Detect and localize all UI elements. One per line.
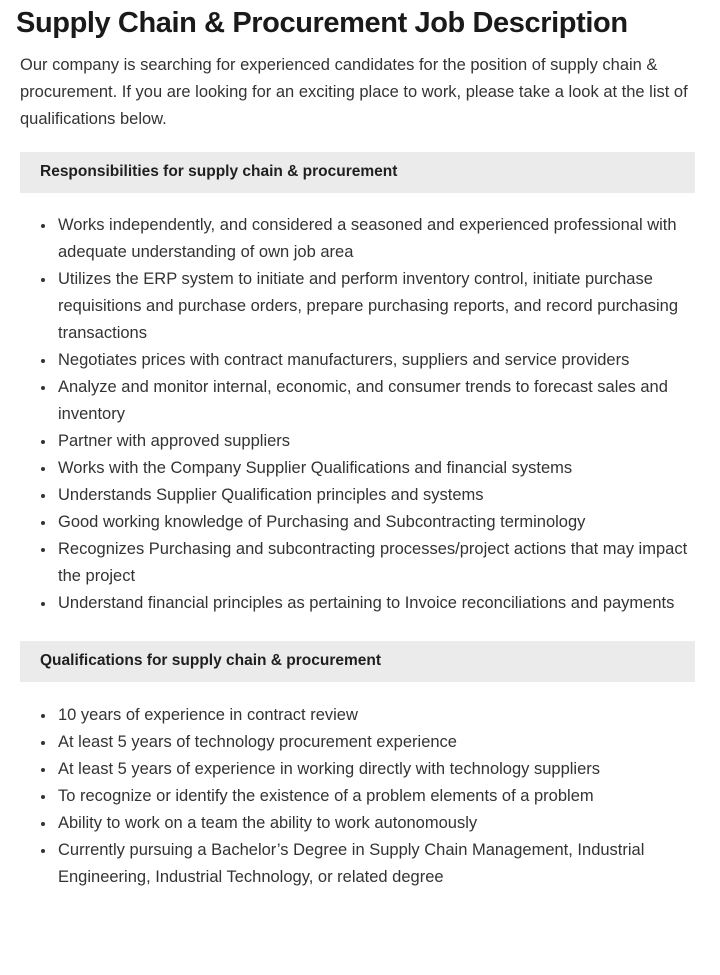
section-responsibilities: [0, 152, 720, 617]
section-qualifications: [0, 641, 720, 891]
list-item: At least 5 years of experience in working directly with technology suppliers: [0, 756, 720, 783]
list-item: Analyze and monitor internal, economic, and consumer trends to forecast sales and inventory: [0, 374, 720, 428]
list-item: Partner with approved suppliers: [0, 428, 720, 455]
list-item: 10 years of experience in contract review: [0, 702, 720, 729]
responsibilities-list: [0, 193, 720, 617]
list-item: At least 5 years of technology procurement experience: [0, 729, 720, 756]
section-header-responsibilities: Responsibilities for supply chain & procurement: [20, 152, 695, 193]
section-header-qualifications: Qualifications for supply chain & procurement: [20, 641, 695, 682]
list-item: Works independently, and considered a seasoned and experienced professional with adequate understanding of own job area: [0, 212, 720, 266]
list-item: Ability to work on a team the ability to work autonomously: [0, 810, 720, 837]
list-item: Negotiates prices with contract manufacturers, suppliers and service providers: [0, 347, 720, 374]
list-item: Understand financial principles as pertaining to Invoice reconciliations and payments: [0, 590, 720, 617]
list-item: Recognizes Purchasing and subcontracting processes/project actions that may impact the project: [0, 536, 720, 590]
list-item: Understands Supplier Qualification principles and systems: [0, 482, 720, 509]
qualifications-list: [0, 682, 720, 891]
list-item: Good working knowledge of Purchasing and Subcontracting terminology: [0, 509, 720, 536]
list-item: Currently pursuing a Bachelor’s Degree in Supply Chain Management, Industrial Engineering, Industrial Technology, or related degree: [0, 837, 720, 891]
page-title: Supply Chain & Procurement Job Description: [16, 7, 628, 39]
list-item: Utilizes the ERP system to initiate and perform inventory control, initiate purchase requisitions and purchase orders, prepare purchasing reports, and record purchasing transactions: [0, 266, 720, 347]
list-item: Works with the Company Supplier Qualifications and financial systems: [0, 455, 720, 482]
list-item: To recognize or identify the existence of a problem elements of a problem: [0, 783, 720, 810]
intro-paragraph: Our company is searching for experienced candidates for the position of supply chain & procurement. If you are looking for an exciting place to work, please take a look at the list of qualifications below.: [20, 56, 688, 128]
